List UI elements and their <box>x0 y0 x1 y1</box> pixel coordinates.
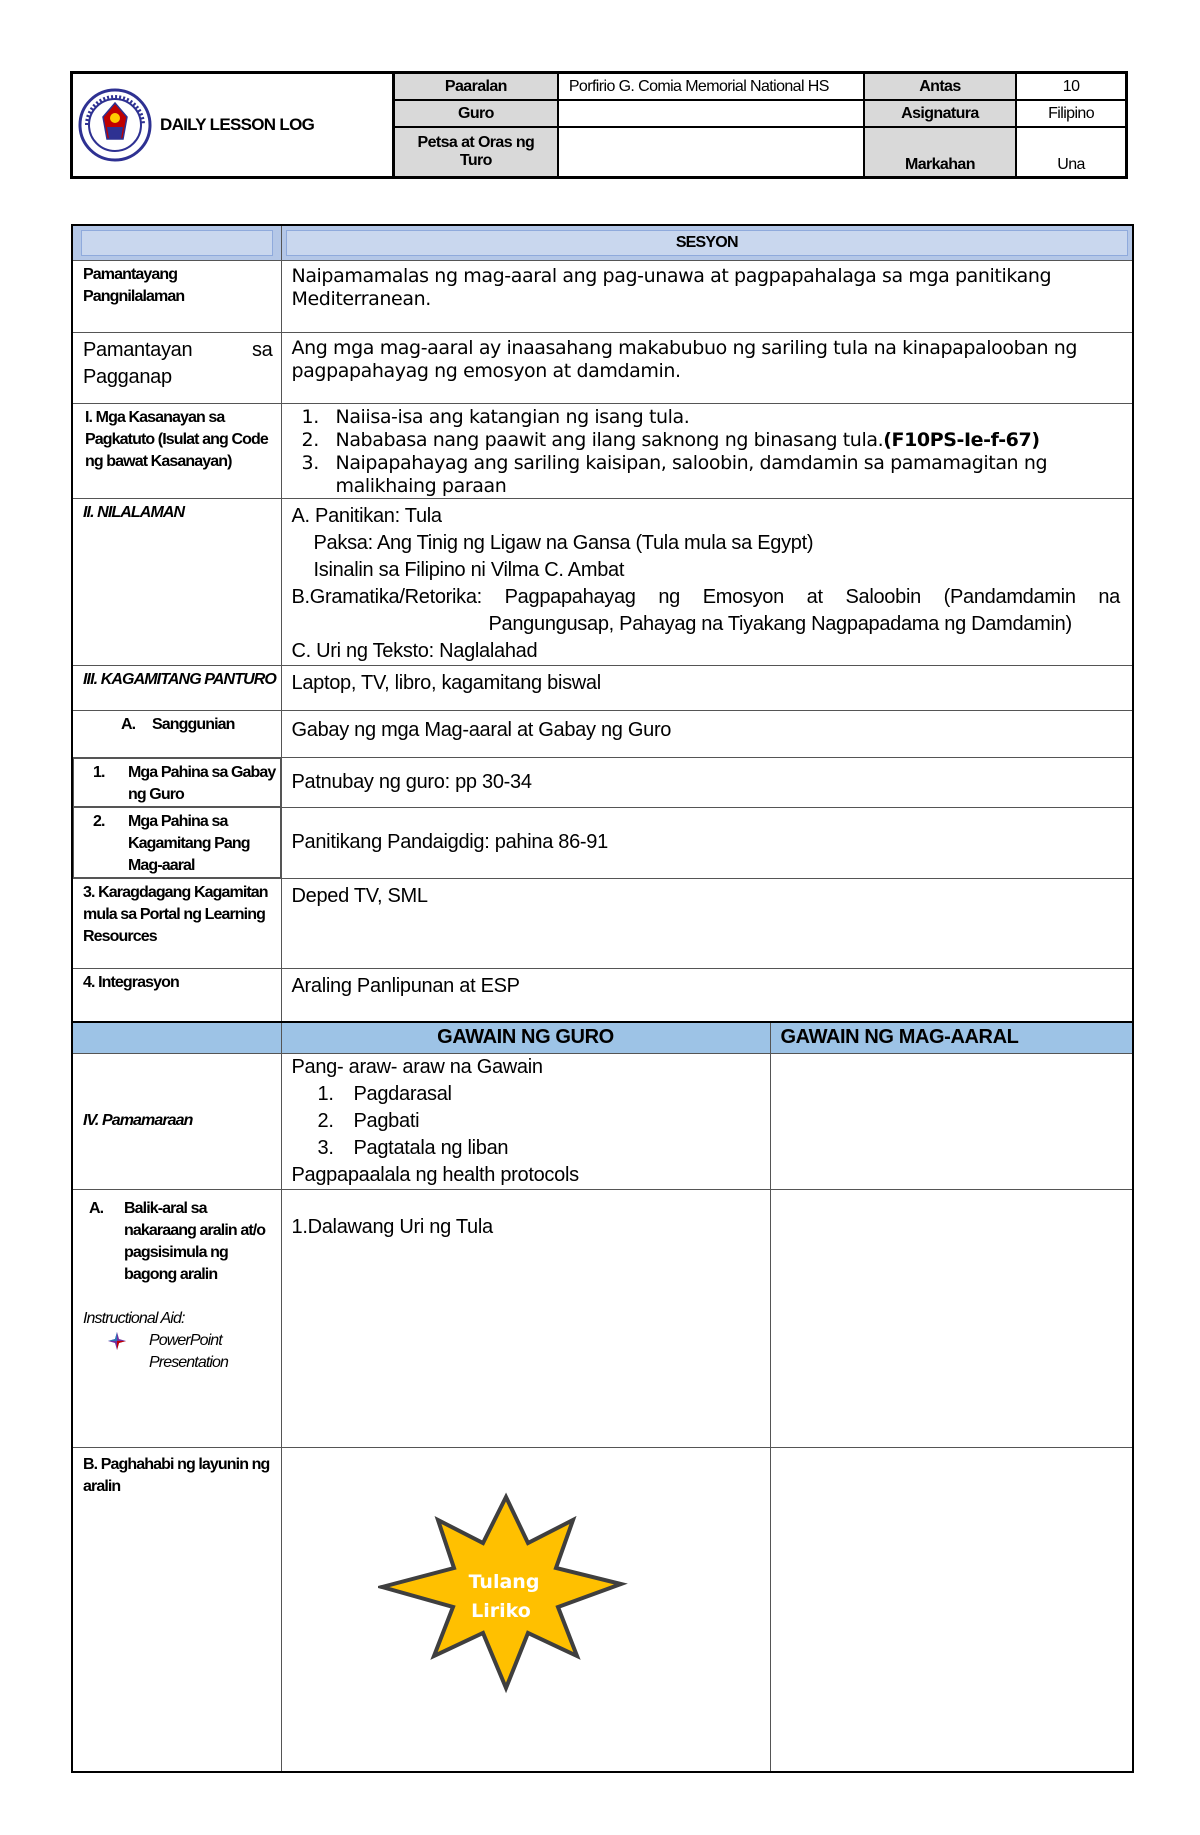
kasanayan-list <box>292 406 1123 498</box>
pamamaraan-item-number: 3. <box>317 1136 334 1159</box>
kasanayan-item-number: 2. <box>301 429 319 451</box>
gawain-mag-aaral-header: GAWAIN NG MAG-AARAL <box>770 1022 1133 1054</box>
sanggunian-label-cell <box>72 711 281 758</box>
paghahabi-label: B. Paghahabi ng layunin ng aralin <box>72 1447 281 1772</box>
balik-aral-mag-aaral-cell <box>770 1189 1133 1447</box>
star-label-line1: Tulang <box>468 1570 539 1593</box>
header-logo-cell <box>72 73 394 178</box>
instructional-aid-label: Instructional Aid: <box>83 1309 185 1327</box>
nilalaman-line: Pangungusap, Pahayag na Tiyakang Nagpapadama ng Damdamin) <box>488 613 1072 635</box>
sanggunian-label: Sanggunian <box>152 716 235 733</box>
kasanayan-label: I. Mga Kasanayan sa Pagkatuto (Isulat ang Code ng bawat Kasanayan) <box>72 404 281 499</box>
gawain-left-cell <box>72 1022 281 1054</box>
balik-aral-label: Balik-aral sa nakaraang aralin at/o pagsisimula ng bagong aralin <box>124 1199 266 1283</box>
kasanayan-item-number: 1. <box>301 406 319 428</box>
kasanayan-item-number: 3. <box>301 452 319 474</box>
kasanayan-item <box>292 406 1123 429</box>
pamamaraan-item-text: Pagbati <box>353 1109 420 1132</box>
pamamaraan-item-number: 2. <box>317 1109 334 1132</box>
sesyon-header <box>281 225 1133 261</box>
kagamitan-label: III. KAGAMITANG PANTURO <box>72 666 281 711</box>
star-shape <box>378 1492 628 1702</box>
pamamaraan-item <box>292 1081 760 1108</box>
pangnilalaman-label: Pamantayang Pangnilalaman <box>72 261 281 333</box>
balik-aral-label-cell <box>72 1189 281 1447</box>
sesyon-label: SESYON <box>675 234 738 251</box>
instructional-aid-item: PowerPoint Presentation <box>149 1331 229 1371</box>
sesyon-left-cell <box>72 225 281 261</box>
integrasyon-label: 4. Integrasyon <box>72 969 281 1022</box>
sanggunian-text: Gabay ng mga Mag-aaral at Gabay ng Guro <box>281 711 1133 758</box>
kasanayan-item-text: Naipapahayag ang sariling kaisipan, saloobin, damdamin sa pamamagitan ng malikhaing paraan <box>335 452 1048 497</box>
nilalaman-line: Isinalin sa Filipino ni Vilma C. Ambat <box>313 559 625 581</box>
paaralan-value: Porfirio G. Comia Memorial National HS <box>558 73 864 101</box>
nilalaman-word: B.Gramatika/Retorika: <box>291 586 482 608</box>
pamamaraan-mag-aaral-cell <box>770 1053 1133 1189</box>
nilalaman-line <box>292 584 1121 611</box>
markahan-label: Markahan <box>864 127 1016 177</box>
pamamaraan-outro: Pagpapaalala ng health protocols <box>291 1163 579 1186</box>
paaralan-label: Paaralan <box>393 73 557 101</box>
kasanayan-item-code: (F10PS-Ie-f-67) <box>883 429 1040 451</box>
star-label-line2: Liriko <box>470 1599 531 1622</box>
pahina-mag-label-cell <box>73 807 281 878</box>
pagganap-label-c: Pagganap <box>83 366 172 388</box>
kasanayan-item-text: Naiisa-isa ang katangian ng isang tula. <box>335 406 690 428</box>
guro-label: Guro <box>393 100 557 127</box>
pagganap-text: Ang mga mag-aaral ay inaasahang makabubuo ng sariling tula na kinapapalooban ng pagpapahayag ng emosyon at damdamin. <box>281 333 1133 404</box>
pagganap-label-b: sa <box>251 339 273 361</box>
nilalaman-word: Saloobin <box>845 586 921 608</box>
pamamaraan-item-number: 1. <box>317 1082 334 1105</box>
petsa-label: Petsa at Oras ng Turo <box>393 127 557 177</box>
kasanayan-item <box>292 429 1123 452</box>
nilalaman-word: at <box>806 586 823 608</box>
pamamaraan-item-text: Pagdarasal <box>353 1082 452 1105</box>
paghahabi-mag-aaral-cell <box>770 1447 1133 1772</box>
sanggunian-number: A. <box>121 716 136 733</box>
pamamaraan-label: IV. Pamamaraan <box>72 1053 281 1189</box>
pahina-guro-number: 1. <box>93 764 105 781</box>
pahina-guro-text: Patnubay ng guro: pp 30-34 <box>281 758 1133 808</box>
asignatura-value: Filipino <box>1016 100 1126 127</box>
nilalaman-word: na <box>1098 586 1121 608</box>
pahina-mag-label: Mga Pahina sa Kagamitang Pang Mag-aaral <box>128 813 250 874</box>
pagganap-label-a: Pamantayan <box>83 339 193 361</box>
pahina-mag-number: 2. <box>93 813 105 830</box>
pahina-guro-label: Mga Pahina sa Gabay ng Guro <box>128 764 276 803</box>
pagganap-label <box>72 333 281 404</box>
pamamaraan-item <box>292 1135 760 1162</box>
pamamaraan-list <box>292 1081 760 1162</box>
nilalaman-label: II. NILALAMAN <box>72 499 281 666</box>
four-point-star-bullet-icon <box>107 1331 127 1351</box>
nilalaman-word: (Pandamdamin <box>943 586 1076 608</box>
pahina-mag-text: Panitikang Pandaigdig: pahina 86-91 <box>281 807 1133 879</box>
nilalaman-line: Paksa: Ang Tinig ng Ligaw na Gansa (Tula mula sa Egypt) <box>313 532 814 554</box>
header-title: DAILY LESSON LOG <box>160 115 315 134</box>
pahina-guro-label-cell <box>73 758 281 807</box>
kagamitan-text: Laptop, TV, libro, kagamitang biswal <box>281 666 1133 711</box>
balik-aral-text: 1.Dalawang Uri ng Tula <box>281 1189 770 1447</box>
guro-value <box>558 100 864 127</box>
pamamaraan-intro: Pang- araw- araw na Gawain <box>291 1055 543 1078</box>
antas-value: 10 <box>1016 73 1126 101</box>
deped-seal-icon <box>77 87 153 163</box>
petsa-value <box>558 127 864 177</box>
nilalaman-line: A. Panitikan: Tula <box>291 505 442 527</box>
kasanayan-list-cell <box>281 404 1133 499</box>
karagdagang-text: Deped TV, SML <box>281 879 1133 969</box>
pamamaraan-item-text: Pagtatala ng liban <box>353 1136 509 1159</box>
nilalaman-word: Pagpapahayag <box>504 586 636 608</box>
lesson-table <box>71 224 1134 1773</box>
markahan-value: Una <box>1016 127 1126 177</box>
balik-aral-number: A. <box>89 1199 104 1217</box>
header-table <box>70 71 1128 179</box>
nilalaman-word: Emosyon <box>702 586 784 608</box>
integrasyon-text: Araling Panlipunan at ESP <box>281 969 1133 1022</box>
kasanayan-item-text: Nababasa nang paawit ang ilang saknong ng binasang tula. <box>335 429 884 451</box>
nilalaman-line: C. Uri ng Teksto: Naglalahad <box>291 640 538 662</box>
nilalaman-word: ng <box>658 586 680 608</box>
kasanayan-item <box>292 452 1123 498</box>
pamamaraan-cell <box>281 1053 770 1189</box>
gawain-guro-header: GAWAIN NG GURO <box>281 1022 770 1054</box>
antas-label: Antas <box>864 73 1016 101</box>
pangnilalaman-text: Naipamamalas ng mag-aaral ang pag-unawa at pagpapahalaga sa mga panitikang Mediterranean. <box>281 261 1133 333</box>
pamamaraan-item <box>292 1108 760 1135</box>
paghahabi-guro-cell <box>281 1447 770 1772</box>
karagdagang-label: 3. Karagdagang Kagamitan mula sa Portal ng Learning Resources <box>72 879 281 969</box>
nilalaman-cell <box>281 499 1133 666</box>
asignatura-label: Asignatura <box>864 100 1016 127</box>
